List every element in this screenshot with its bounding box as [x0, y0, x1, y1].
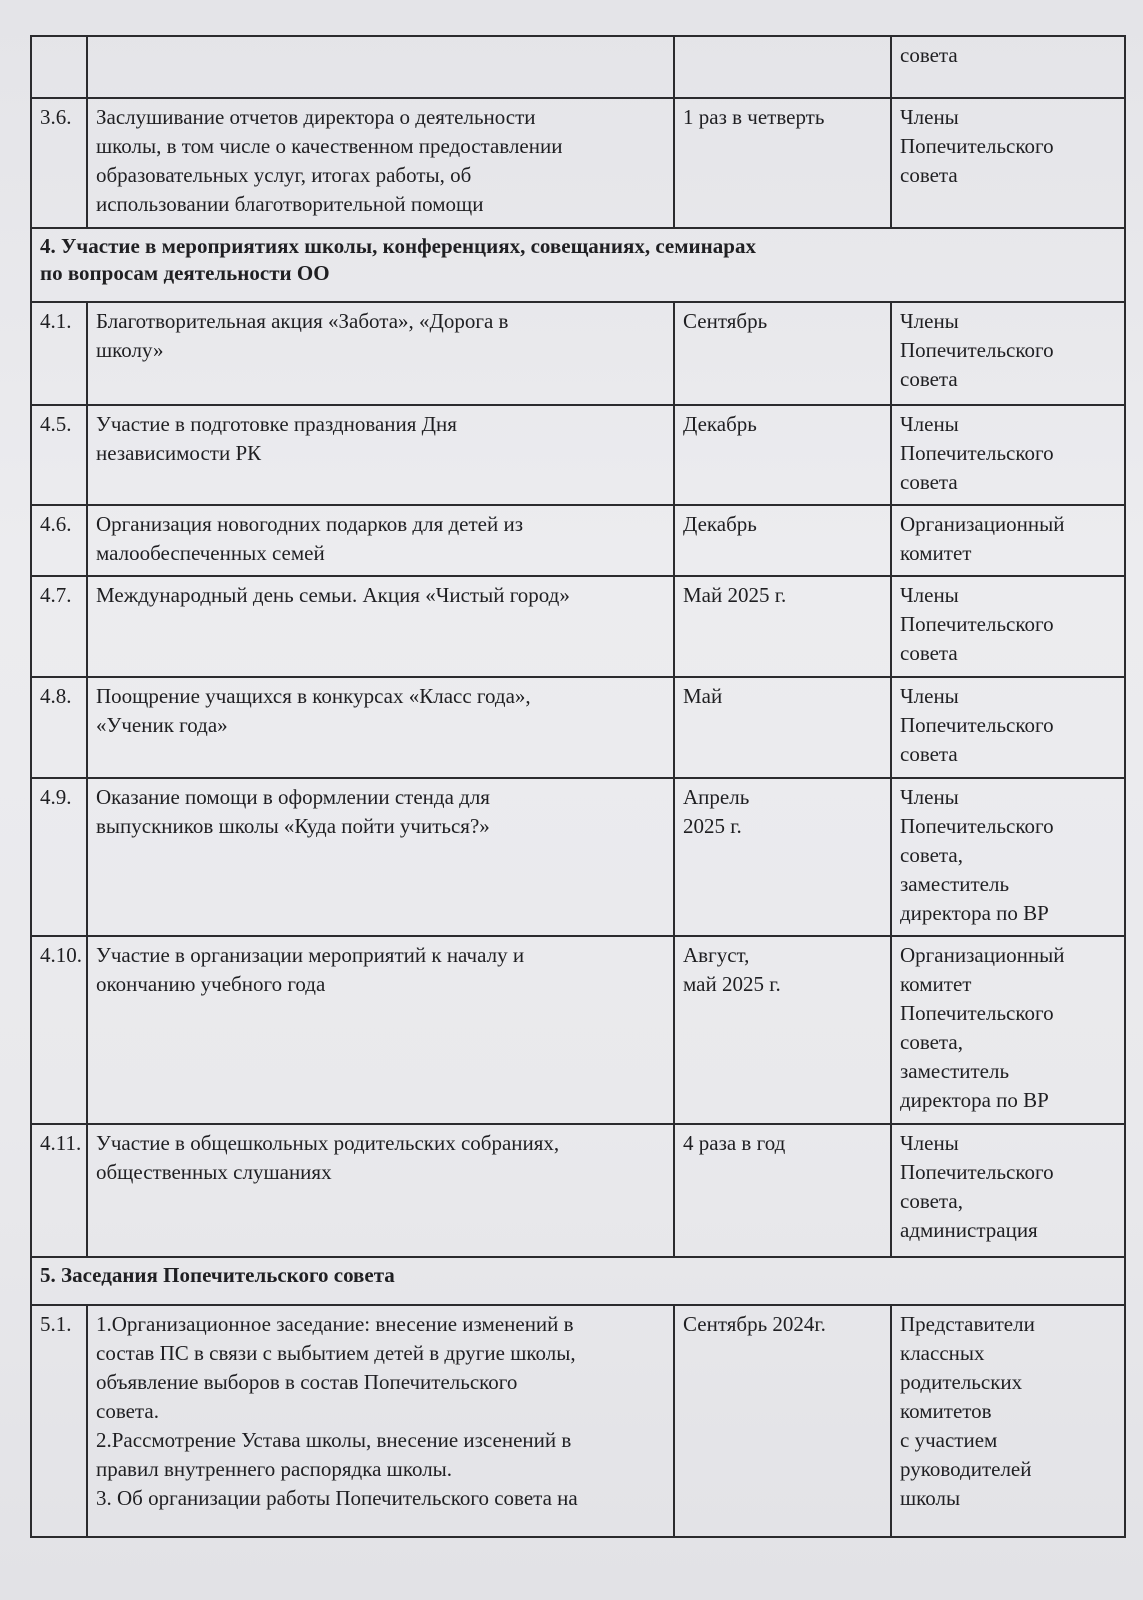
table-row [31, 1305, 1125, 1537]
item-number: 3.6. [31, 98, 87, 228]
item-period: Апрель 2025 г. [674, 778, 891, 936]
item-responsible: Члены Попечительского совета, заместитель директора по ВР [891, 778, 1125, 936]
plan-table-body [31, 36, 1125, 1537]
section-title: 4. Участие в мероприятиях школы, конференциях, совещаниях, семинарах по вопросам деятельности ОО [31, 228, 1125, 302]
item-number: 4.9. [31, 778, 87, 936]
item-description: Благотворительная акция «Забота», «Дорога в школу» [87, 302, 674, 405]
item-description: Заслушивание отчетов директора о деятельности школы, в том числе о качественном предоставлении образовательных услуг, итогах работы, об использовании благотворительной помощи [87, 98, 674, 228]
item-period [674, 36, 891, 98]
item-number [31, 36, 87, 98]
item-number: 4.8. [31, 677, 87, 778]
item-responsible: Члены Попечительского совета [891, 677, 1125, 778]
plan-table [30, 35, 1126, 1538]
item-responsible: Члены Попечительского совета [891, 576, 1125, 677]
item-number: 4.5. [31, 405, 87, 505]
item-period: Май 2025 г. [674, 576, 891, 677]
table-row [31, 778, 1125, 936]
item-description [87, 36, 674, 98]
item-description: Организация новогодних подарков для детей из малообеспеченных семей [87, 505, 674, 576]
item-responsible: Члены Попечительского совета [891, 302, 1125, 405]
item-description: Участие в подготовке празднования Дня независимости РК [87, 405, 674, 505]
item-responsible: совета [891, 36, 1125, 98]
item-responsible: Члены Попечительского совета [891, 405, 1125, 505]
item-period: 4 раза в год [674, 1124, 891, 1257]
item-period: 1 раз в четверть [674, 98, 891, 228]
table-row [31, 936, 1125, 1124]
section-header-row [31, 228, 1125, 302]
item-description: Участие в организации мероприятий к началу и окончанию учебного года [87, 936, 674, 1124]
table-row [31, 677, 1125, 778]
table-row [31, 36, 1125, 98]
item-description: 1.Организационное заседание: внесение изменений в состав ПС в связи с выбытием детей в другие школы, объявление выборов в состав Попечительского совета. 2.Рассмотрение Устава школы, внесение изсенений в правил внутреннего распорядка школы. 3. Об организации работы Попечительского совета на [87, 1305, 674, 1537]
item-responsible: Организационный комитет [891, 505, 1125, 576]
item-description: Международный день семьи. Акция «Чистый город» [87, 576, 674, 677]
item-period: Декабрь [674, 505, 891, 576]
item-number: 4.10. [31, 936, 87, 1124]
item-number: 4.1. [31, 302, 87, 405]
table-row [31, 505, 1125, 576]
table-row [31, 302, 1125, 405]
item-period: Декабрь [674, 405, 891, 505]
item-responsible: Члены Попечительского совета, администрация [891, 1124, 1125, 1257]
item-description: Поощрение учащихся в конкурсах «Класс года», «Ученик года» [87, 677, 674, 778]
item-number: 5.1. [31, 1305, 87, 1537]
item-number: 4.6. [31, 505, 87, 576]
section-header-row [31, 1257, 1125, 1305]
item-responsible: Представители классных родительских комитетов с участием руководителей школы [891, 1305, 1125, 1537]
table-row [31, 576, 1125, 677]
item-description: Участие в общешкольных родительских собраниях, общественных слушаниях [87, 1124, 674, 1257]
item-number: 4.11. [31, 1124, 87, 1257]
item-period: Сентябрь 2024г. [674, 1305, 891, 1537]
item-responsible: Организационный комитет Попечительского совета, заместитель директора по ВР [891, 936, 1125, 1124]
item-description: Оказание помощи в оформлении стенда для выпускников школы «Куда пойти учиться?» [87, 778, 674, 936]
table-row [31, 98, 1125, 228]
table-row [31, 405, 1125, 505]
item-period: Сентябрь [674, 302, 891, 405]
item-period: Август, май 2025 г. [674, 936, 891, 1124]
item-number: 4.7. [31, 576, 87, 677]
section-title: 5. Заседания Попечительского совета [31, 1257, 1125, 1305]
item-responsible: Члены Попечительского совета [891, 98, 1125, 228]
item-period: Май [674, 677, 891, 778]
table-row [31, 1124, 1125, 1257]
